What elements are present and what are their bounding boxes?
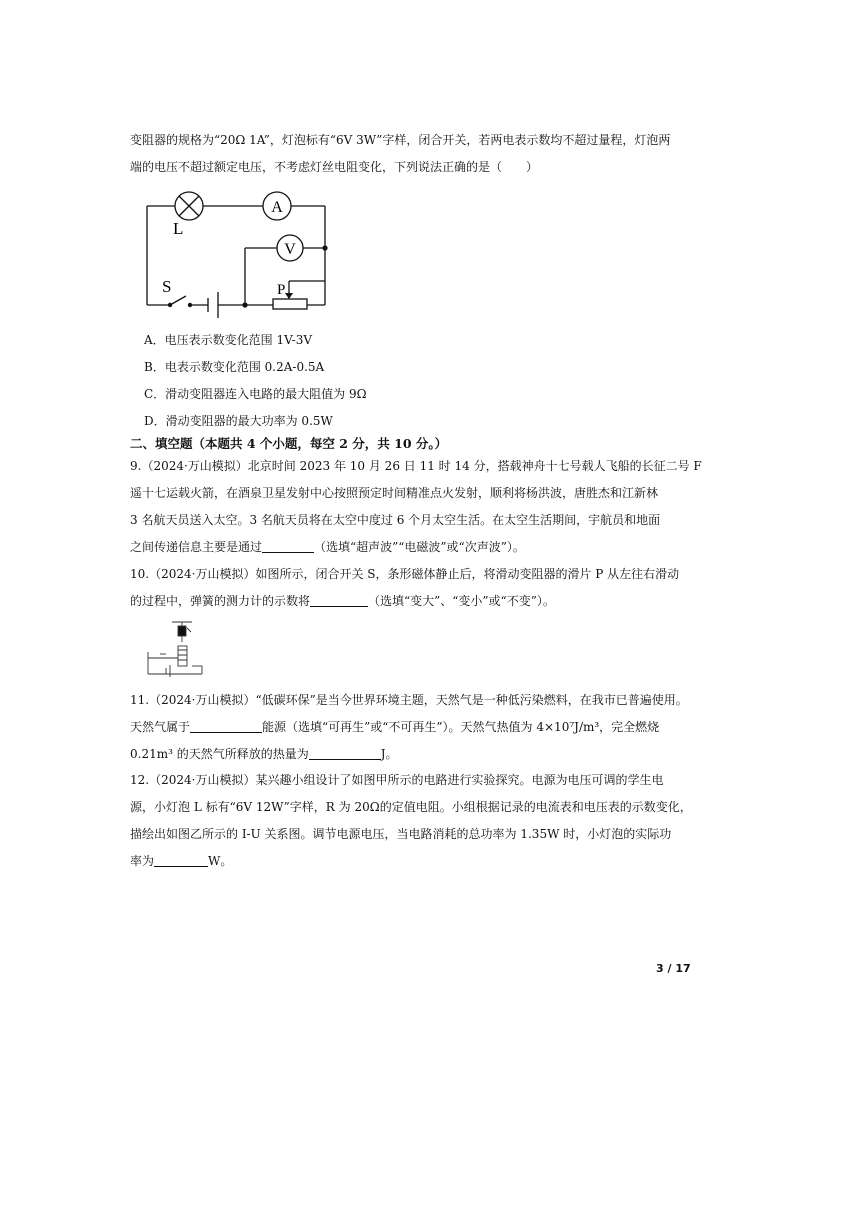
q8-circuit-diagram (140, 188, 340, 318)
junction-dot (322, 245, 327, 250)
q10-line-2-end: （选填“变大”、“变小”或“不变”）。 (368, 594, 555, 608)
q8-option-d: D．滑动变阻器的最大功率为 0.5W (144, 414, 333, 428)
q12-line-4-start: 率为 (130, 854, 155, 868)
q11 (130, 687, 736, 768)
lamp-symbol (175, 192, 203, 220)
q9-line-2: 遥十七运载火箭，在酒泉卫星发射中心按照预定时间精准点火发射，顺利将杨洪波，唐胜杰和江新林 (130, 486, 659, 500)
q11-line-2-start: 天然气属于 (130, 720, 191, 734)
q10 (130, 561, 736, 615)
switch-symbol (168, 296, 192, 307)
section-title: 二、填空题（本题共 4 个小题，每空 2 分，共 10 分。） (130, 436, 448, 451)
ammeter-label: A (271, 199, 283, 216)
q8-option-c: C．滑动变阻器连入电路的最大阻值为 9Ω (144, 387, 367, 401)
q10-line-2-start: 的过程中，弹簧的测力计的示数将 (130, 594, 311, 608)
q12 (130, 767, 736, 875)
q8-line-1: 变阻器的规格为“20Ω 1A”，灯泡标有“6V 3W”字样，闭合开关，若两电表示数均不超过量程，灯泡两 (130, 133, 671, 147)
q9-line-3: 3 名航天员送入太空。3 名航天员将在太空中度过 6 个月太空生活。在太空生活期间，宇航员和地面 (130, 513, 661, 527)
q12-line-4-end: W。 (208, 854, 233, 868)
q11-line-1: 11.（2024·万山模拟）“低碳环保”是当今世界环境主题，天然气是一种低污染燃料，在我市已普遍使用。 (130, 693, 688, 707)
q8-option-b: B．电表示数变化范围 0.2A-0.5A (144, 360, 325, 374)
q11-line-3-start: 0.21m³ 的天然气所释放的热量为 (130, 747, 309, 761)
q8-stem (130, 127, 736, 181)
q8-line-2: 端的电压不超过额定电压，不考虑灯丝电阻变化，下列说法正确的是（ ） (130, 160, 539, 174)
q11-answer-blank-1[interactable] (190, 719, 262, 733)
q11-line-2-end: 能源（选填“可再生”或“不可再生”）。天然气热值为 4×10⁷J/m³，完全燃烧 (262, 720, 660, 734)
q12-line-2: 源，小灯泡 L 标有“6V 12W”字样，R 为 20Ω的定值电阻。小组根据记录的电流表和电压表的示数变化， (130, 800, 692, 814)
q9-line-4-end: （选填“超声波”“电磁波”或“次声波”）。 (314, 540, 525, 554)
q12-answer-blank[interactable] (154, 853, 208, 867)
q12-line-3: 描绘出如图乙所示的 I-U 关系图。调节电源电压，当电路消耗的总功率为 1.35W 时，小灯泡的实际功 (130, 827, 672, 841)
slider-label: P (277, 282, 286, 298)
q11-line-3-end: J。 (380, 747, 398, 761)
q9-line-1: 9.（2024·万山模拟）北京时间 2023 年 10 月 26 日 11 时 14 分，搭载神舟十七号载人飞船的长征二号 F (130, 459, 702, 473)
q10-figure (142, 618, 208, 680)
q9-line-4-start: 之间传递信息主要是通过 (130, 540, 263, 554)
page-number: 3 / 17 (656, 962, 691, 975)
q11-answer-blank-2[interactable] (309, 746, 381, 760)
q9-answer-blank[interactable] (262, 539, 314, 553)
q8-option-a: A．电压表示数变化范围 1V-3V (144, 333, 313, 347)
junction-dot (242, 302, 247, 307)
switch-label: S (162, 277, 172, 296)
battery-symbol (208, 292, 218, 318)
slider-arrow (285, 293, 293, 299)
q12-line-1: 12.（2024·万山模拟）某兴趣小组设计了如图甲所示的电路进行实验探究。电源为电压可调的学生电 (130, 773, 664, 787)
voltmeter-label: V (284, 241, 296, 258)
q9 (130, 453, 736, 561)
q10-line-1: 10.（2024·万山模拟）如图所示，闭合开关 S，条形磁体静止后，将滑动变阻器的滑片 P 从左往右滑动 (130, 567, 680, 581)
lamp-label: L (173, 219, 184, 238)
rheostat-symbol (273, 299, 307, 309)
q10-answer-blank[interactable] (310, 593, 368, 607)
